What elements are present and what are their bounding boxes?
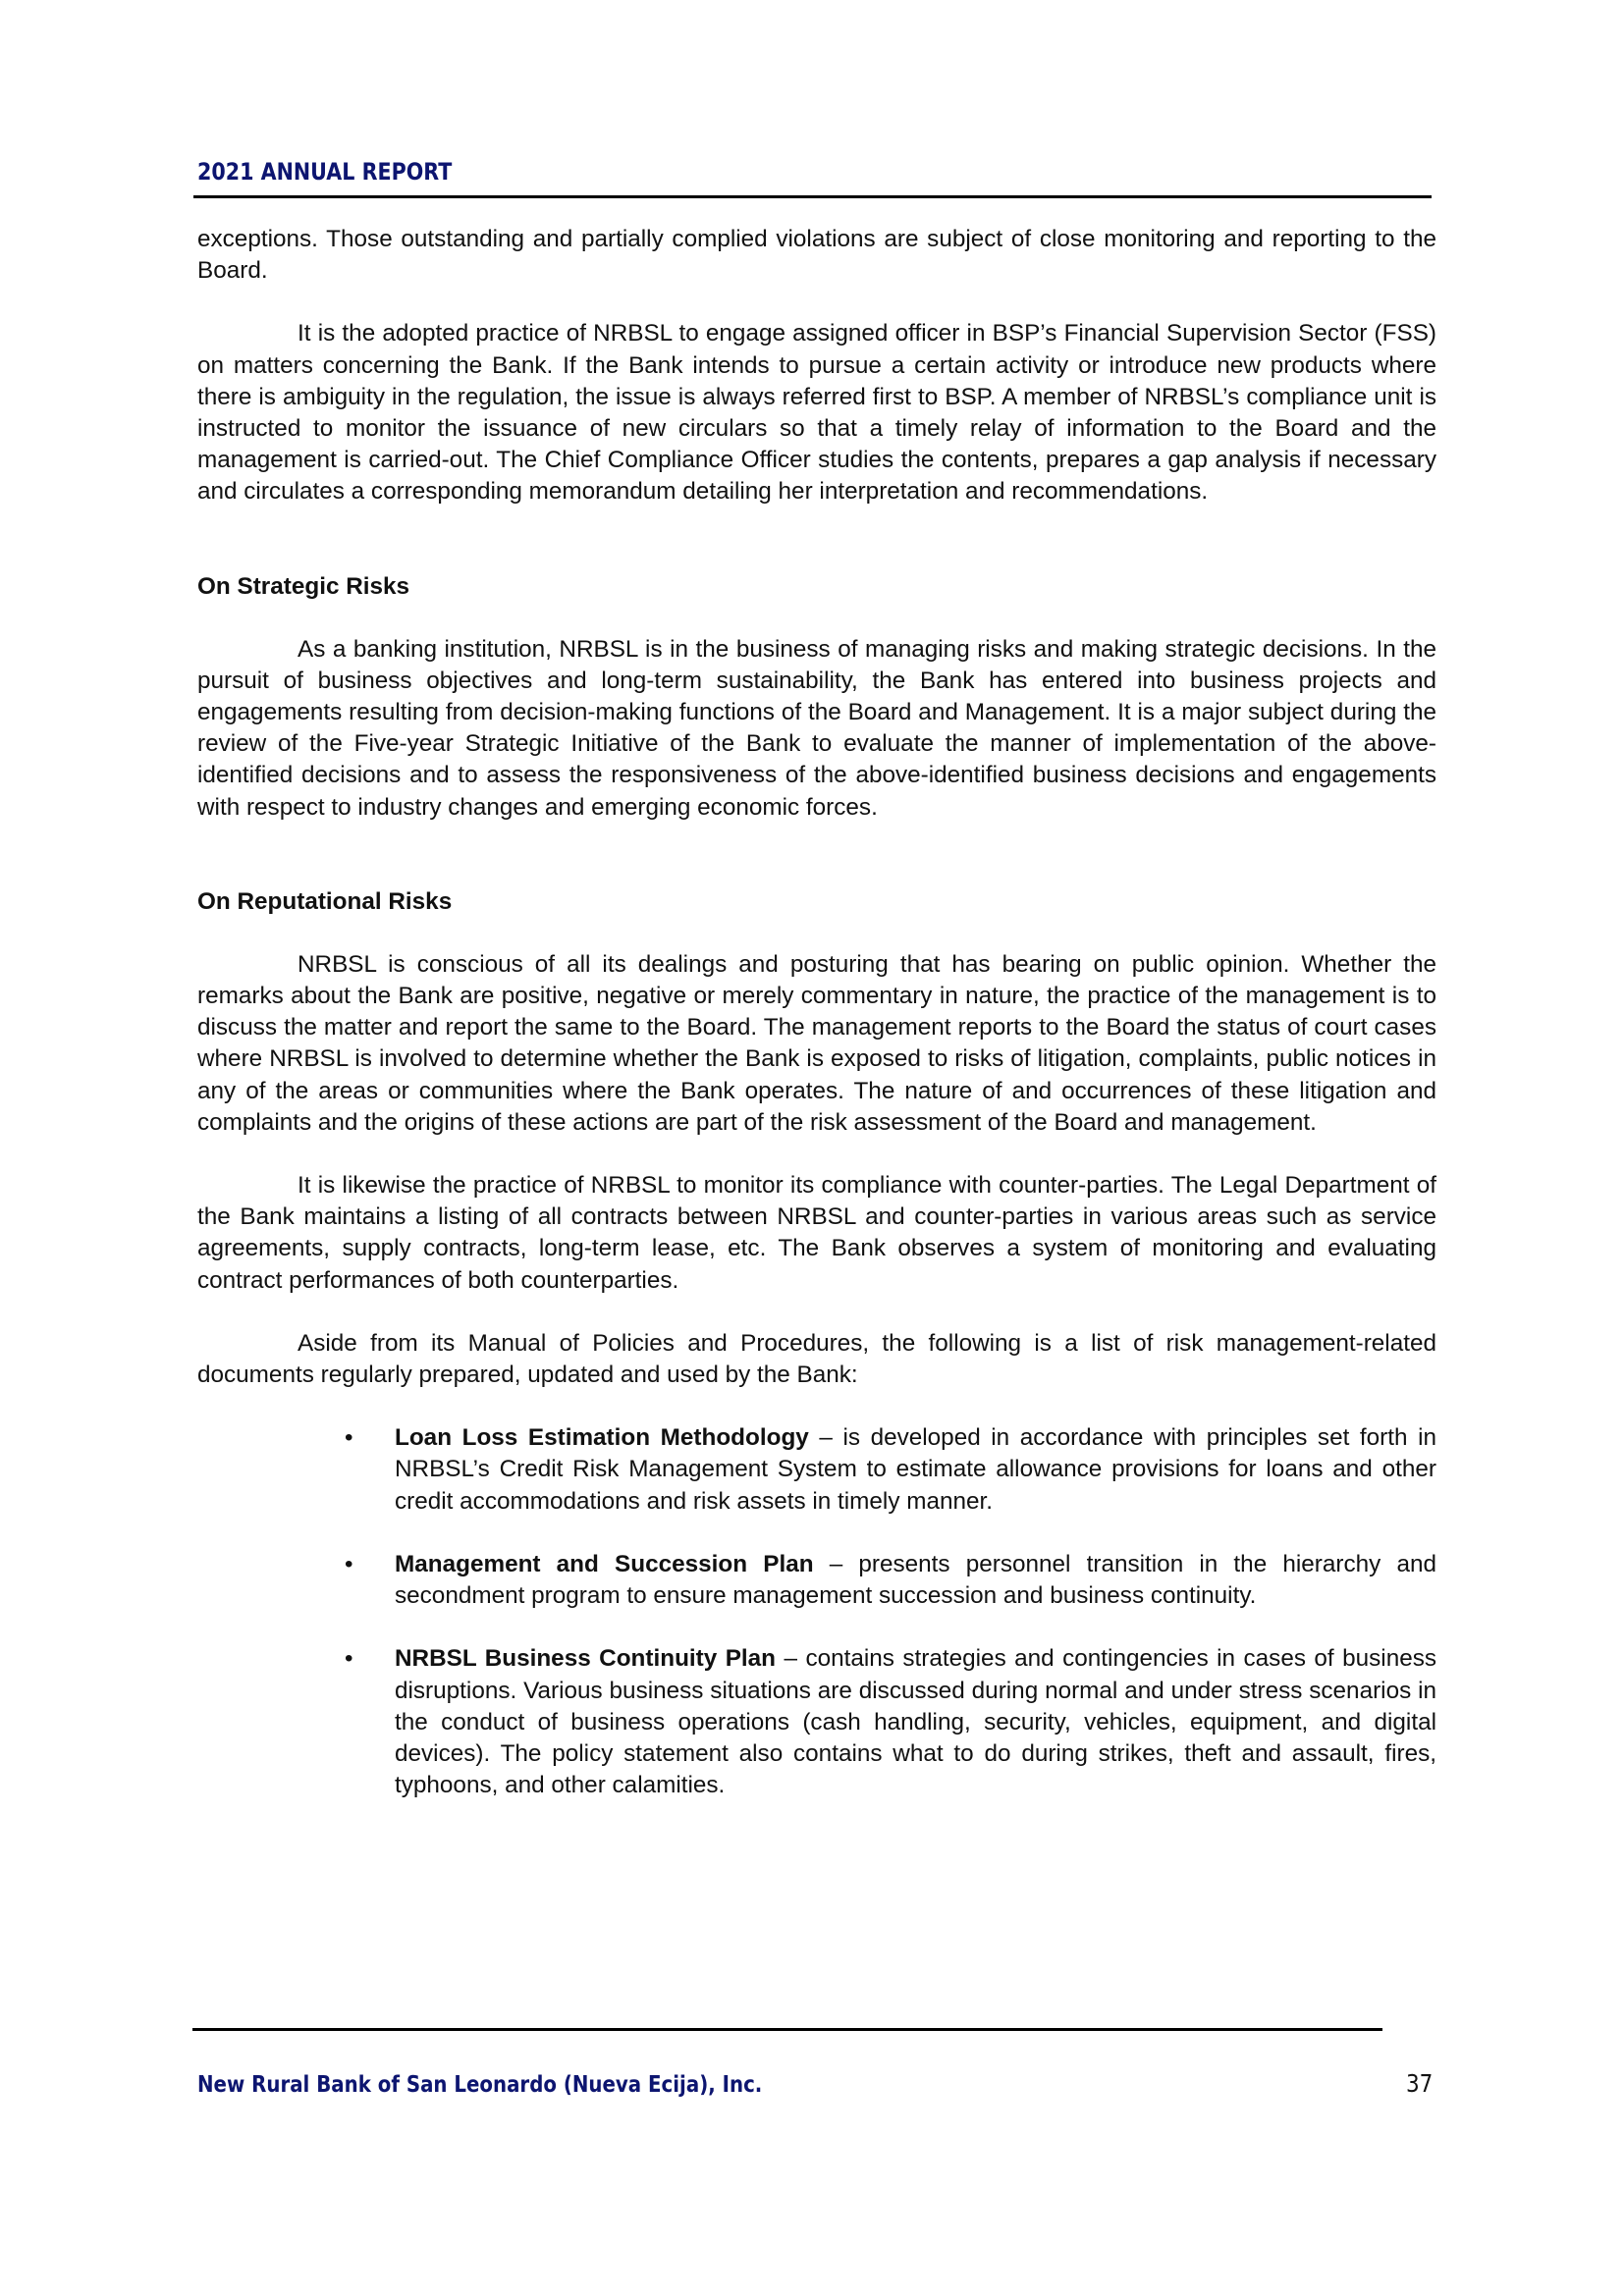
header-divider	[193, 195, 1432, 198]
list-item-loan-loss-methodology	[197, 1422, 1436, 1518]
list-item-title: Loan Loss Estimation Methodology	[395, 1424, 809, 1452]
list-item-title: NRBSL Business Continuity Plan	[395, 1645, 777, 1673]
footer-divider	[192, 2028, 1382, 2031]
spacer	[197, 603, 1436, 634]
bullet-icon: •	[345, 1424, 353, 1452]
continuation-paragraph: exceptions. Those outstanding and partially complied violations are subject of close monitoring and reporting to the Board.	[197, 226, 1436, 285]
list-item-succession-plan	[197, 1549, 1436, 1612]
page-number: 37	[1406, 2069, 1434, 2098]
section-heading-strategic-risks: On Strategic Risks	[197, 572, 410, 600]
list-item-separator: –	[813, 1550, 859, 1577]
spacer	[197, 508, 1436, 571]
page-content	[197, 224, 1436, 1801]
strategic-risks-paragraph: As a banking institution, NRBSL is in the business of managing risks and making strategic decisions. In the pursuit of business objectives and long-term sustainability, the Bank has entered into business projects and engagements resulting from decision-making functions of the Board and Management. It is a major subject during the review of the Five-year Strategic Initiative of the Bank to evaluate the manner of implementation of the above-identified decisions and to assess the responsiveness of the above-identified business decisions and engagements with respect to industry changes and emerging economic forces.	[197, 635, 1436, 821]
list-item-separator: –	[808, 1424, 843, 1452]
spacer	[197, 287, 1436, 318]
footer-organization-name: New Rural Bank of San Leonardo (Nueva Ecija), Inc.	[197, 2072, 763, 2098]
spacer	[197, 1297, 1436, 1328]
list-item-description: contains strategies and contingencies in cases of business disruptions. Various business situations are discussed during normal and under stress scenarios in the conduct of business operations (cash handling, security, vehicles, equipment, and digital devices). The policy statement also contains what to do during strikes, theft and assault, fires, typhoons, and other calamities.	[395, 1645, 1437, 1799]
list-item-business-continuity-plan	[197, 1643, 1436, 1801]
report-header-title: 2021 ANNUAL REPORT	[197, 158, 453, 186]
spacer	[197, 1518, 1436, 1549]
reputational-risks-paragraph-2: It is likewise the practice of NRBSL to monitor its compliance with counter-parties. The Legal Department of the Bank maintains a listing of all contracts between NRBSL and counter-parties in various areas such as service agreements, supply contracts, long-term lease, etc. The Bank observes a system of monitoring and evaluating contract performances of both counterparties.	[197, 1172, 1436, 1294]
spacer	[197, 1139, 1436, 1170]
bullet-icon: •	[345, 1645, 353, 1673]
list-item-separator: –	[776, 1645, 806, 1673]
list-item-title: Management and Succession Plan	[395, 1550, 814, 1577]
bullet-icon: •	[345, 1550, 353, 1577]
section-heading-reputational-risks: On Reputational Risks	[197, 887, 453, 915]
reputational-risks-paragraph-3: Aside from its Manual of Policies and Procedures, the following is a list of risk management-related documents regularly prepared, updated and used by the Bank:	[197, 1329, 1436, 1389]
bsp-engagement-paragraph: It is the adopted practice of NRBSL to engage assigned officer in BSP’s Financial Supervision Sector (FSS) on matters concerning the Bank. If the Bank intends to pursue a certain activity or introduce new products where there is ambiguity in the regulation, the issue is always referred first to BSP. A member of NRBSL’s compliance unit is instructed to monitor the issuance of new circulars so that a timely relay of information to the Board and the management is carried-out. The Chief Compliance Officer studies the contents, prepares a gap analysis if necessary and circulates a corresponding memorandum detailing her interpretation and recommendations.	[197, 320, 1436, 506]
spacer	[197, 1612, 1436, 1643]
spacer	[197, 824, 1436, 886]
spacer	[197, 918, 1436, 949]
list-item-description: presents personnel transition in the hierarchy and secondment program to ensure management succession and business continuity.	[395, 1550, 1437, 1610]
reputational-risks-paragraph-1: NRBSL is conscious of all its dealings and posturing that has bearing on public opinion. Whether the remarks about the Bank are positive, negative or merely commentary in nature, the practice of the management is to discuss the matter and report the same to the Board. The management reports to the Board the status of court cases where NRBSL is involved to determine whether the Bank is exposed to risks of litigation, complaints, public notices in any of the areas or communities where the Bank operates. The nature of and occurrences of these litigation and complaints and the origins of these actions are part of the risk assessment of the Board and management.	[197, 950, 1436, 1136]
list-item-description: is developed in accordance with principles set forth in NRBSL’s Credit Risk Management System to estimate allowance provisions for loans and other credit accommodations and risk assets in timely manner.	[395, 1424, 1436, 1515]
risk-documents-list	[197, 1422, 1436, 1801]
spacer	[197, 1391, 1436, 1422]
